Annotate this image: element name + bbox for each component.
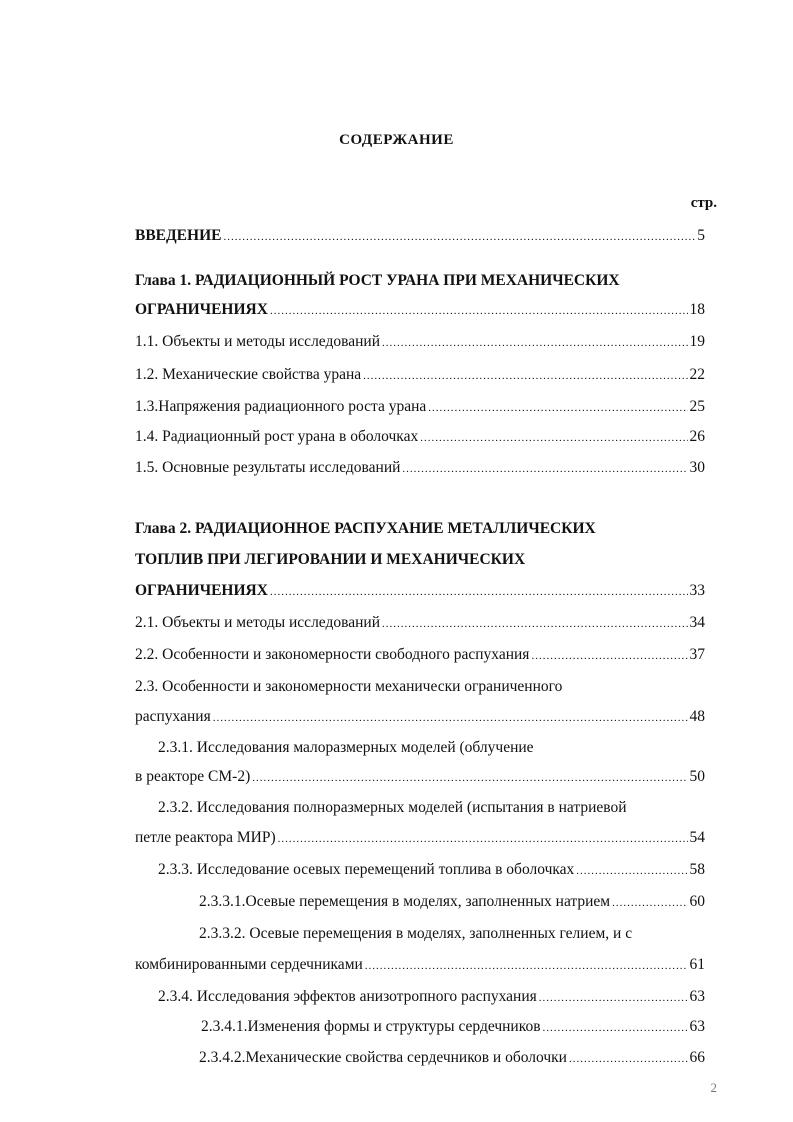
dot-leader [270, 581, 688, 603]
toc-entry-text: 2.3.3. Исследование осевых перемещений топлива в оболочках [158, 861, 575, 878]
toc-entry-2-3[interactable] [135, 706, 705, 728]
dot-leader [531, 645, 687, 667]
toc-entry-text: 2.3.4.1.Изменения формы и структуры сердечников [201, 1018, 541, 1035]
dot-leader [278, 828, 688, 850]
dot-leader [539, 987, 688, 1009]
toc-page-number: 60 [689, 893, 705, 910]
toc-page-number: 19 [689, 333, 705, 350]
toc-entry-text: 2.3.4.2.Механические свойства сердечников и оболочки [199, 1049, 567, 1066]
toc-page-number: 33 [689, 582, 705, 599]
toc-entry-text: 2.3.3.1.Осевые перемещения в моделях, заполненных натрием [199, 893, 611, 910]
toc-entry-text: распухания [135, 708, 211, 725]
dot-leader [382, 332, 688, 354]
toc-entry-2-3-1-line-1[interactable]: 2.3.1. Исследования малоразмерных моделей (облучение [158, 739, 534, 756]
toc-entry-2-2[interactable] [135, 644, 705, 666]
toc-entry-text: комбинированными сердечниками [135, 956, 363, 973]
toc-entry-text: 2.2. Особенности и закономерности свободного распухания [135, 646, 530, 663]
toc-entry-2-3-3-1[interactable] [199, 891, 705, 913]
toc-entry-chapter-2[interactable] [135, 580, 705, 602]
dot-leader [428, 397, 687, 419]
toc-entry-text: 1.3.Напряжения радиационного роста урана [135, 398, 427, 415]
toc-chapter-2-heading-line-1[interactable]: Глава 2. РАДИАЦИОННОЕ РАСПУХАНИЕ МЕТАЛЛИЧЕСКИХ [135, 520, 596, 537]
toc-entry-1-1[interactable] [135, 331, 705, 353]
toc-page-number: 26 [689, 428, 705, 445]
toc-entry-1-3[interactable] [135, 396, 705, 418]
toc-entry-text: ОГРАНИЧЕНИЯХ [135, 301, 268, 318]
toc-page-number: 61 [689, 956, 705, 973]
toc-entry-intro[interactable] [135, 225, 705, 247]
dot-leader [612, 892, 687, 914]
toc-page-number: 66 [689, 1049, 705, 1066]
toc-page-number: 37 [689, 646, 705, 663]
toc-page-number: 48 [689, 708, 705, 725]
toc-entry-chapter-1[interactable] [135, 299, 705, 321]
page-column-label: стр. [690, 195, 717, 211]
toc-entry-2-3-2-line-1[interactable]: 2.3.2. Исследования полноразмерных моделей (испытания в натриевой [158, 799, 627, 816]
toc-page-number: 63 [689, 988, 705, 1005]
toc-page-number: 5 [697, 227, 705, 244]
dot-leader [252, 767, 687, 789]
dot-leader [270, 300, 688, 322]
dot-leader [365, 955, 688, 977]
dot-leader [402, 458, 687, 480]
toc-entry-text: петле реактора МИР) [135, 829, 276, 846]
toc-entry-text: 1.2. Механические свойства урана [135, 366, 362, 383]
toc-chapter-1-heading[interactable]: Глава 1. РАДИАЦИОННЫЙ РОСТ УРАНА ПРИ МЕХАНИЧЕСКИХ [135, 272, 620, 289]
toc-page-number: 50 [689, 768, 705, 785]
toc-entry-text: 1.4. Радиационный рост урана в оболочках [135, 428, 419, 445]
toc-entry-2-1[interactable] [135, 612, 705, 634]
toc-entry-2-3-4-1[interactable] [201, 1016, 705, 1038]
toc-entry-text: ВВЕДЕНИЕ [135, 227, 222, 244]
sheet-number: 2 [710, 1080, 717, 1095]
toc-entry-2-3-4-2[interactable] [199, 1047, 705, 1069]
toc-page-number: 63 [689, 1018, 705, 1035]
dot-leader [420, 427, 687, 449]
toc-entry-text: 2.3.4. Исследования эффектов анизотропного распухания [158, 988, 537, 1005]
toc-entry-1-2[interactable] [135, 364, 705, 386]
toc-entry-2-3-3[interactable] [158, 859, 705, 881]
toc-entry-1-5[interactable] [135, 457, 705, 479]
dot-leader [576, 860, 687, 882]
dot-leader [569, 1048, 688, 1070]
toc-page-number: 30 [689, 459, 705, 476]
toc-entry-text: 2.1. Объекты и методы исследований [135, 614, 380, 631]
dot-leader [363, 365, 687, 387]
page-title: СОДЕРЖАНИЕ [339, 132, 454, 148]
toc-entry-2-3-4[interactable] [158, 986, 705, 1008]
toc-entry-text: 1.1. Объекты и методы исследований [135, 333, 380, 350]
dot-leader [543, 1017, 688, 1039]
toc-entry-2-3-1[interactable] [135, 766, 705, 788]
toc-page-number: 22 [689, 366, 705, 383]
toc-entry-2-3-line-1[interactable]: 2.3. Особенности и закономерности механически ограниченного [135, 678, 563, 695]
dot-leader [382, 613, 688, 635]
toc-page-number: 25 [689, 398, 705, 415]
toc-chapter-2-heading-line-2[interactable]: ТОПЛИВ ПРИ ЛЕГИРОВАНИИ И МЕХАНИЧЕСКИХ [135, 551, 526, 568]
toc-entry-1-4[interactable] [135, 426, 705, 448]
dot-leader [223, 226, 695, 248]
toc-entry-2-3-3-2[interactable] [135, 954, 705, 976]
toc-page-number: 34 [689, 614, 705, 631]
dot-leader [213, 707, 688, 729]
toc-page-number: 58 [689, 861, 705, 878]
toc-entry-2-3-3-2-line-1[interactable]: 2.3.3.2. Осевые перемещения в моделях, заполненных гелием, и с [199, 925, 633, 942]
toc-entry-text: в реакторе СМ-2) [135, 768, 251, 785]
toc-page-number: 18 [689, 301, 705, 318]
toc-entry-2-3-2[interactable] [135, 827, 705, 849]
toc-entry-text: ОГРАНИЧЕНИЯХ [135, 582, 268, 599]
toc-page-number: 54 [689, 829, 705, 846]
toc-entry-text: 1.5. Основные результаты исследований [135, 459, 401, 476]
